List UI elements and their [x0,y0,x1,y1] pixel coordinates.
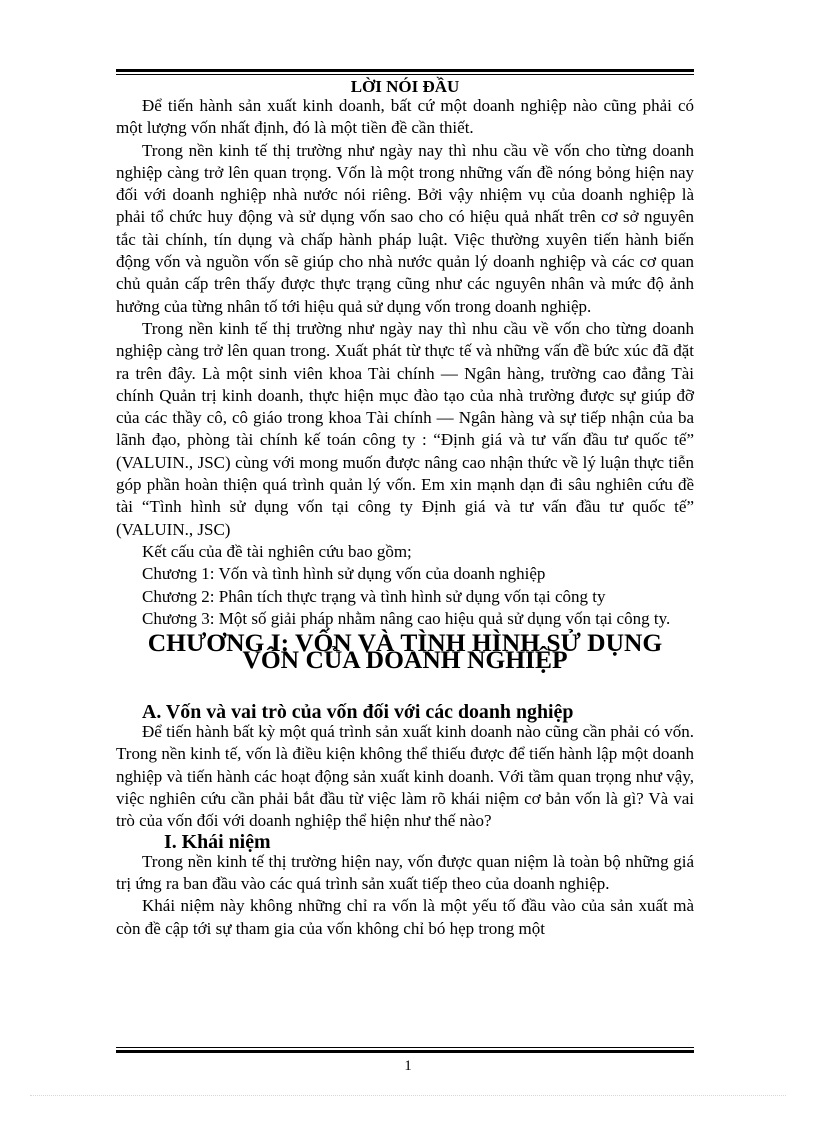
section-i-heading: I. Khái niệm [164,830,271,853]
chapter-list-item: Chương 2: Phân tích thực trạng và tình hình sử dụng vốn tại công ty [142,586,606,606]
page-boundary-line [30,1095,786,1096]
page-number: 1 [404,1058,412,1074]
structure-intro: Kết cấu của đề tài nghiên cứu bao gồm; [142,541,412,561]
intro-paragraph: Để tiến hành sản xuất kinh doanh, bất cứ một doanh nghiệp nào cũng phải có một lượng vốn nhất định, đó là một tiền đề cần thiết. [116,96,694,138]
header-rule-thin [116,74,694,75]
section-i-paragraph: Trong nền kinh tế thị trường hiện nay, vốn được quan niệm là toàn bộ những giá trị ứng ra ban đầu vào các quá trình sản xuất tiếp theo của doanh nghiệp. [116,851,694,893]
intro-paragraph: Trong nền kinh tế thị trường như ngày nay thì nhu cầu về vốn cho từng doanh nghiệp càng trở lên quan trọng. Vốn là một trong những vấn đề nóng bỏng hiện nay đối với doanh nghiệp nhà nước nói riêng. Bởi vậy nhiệm vụ của doanh nghiệp là phải tổ chức huy động và sử dụng vốn sao cho có hiệu quả nhất trên cơ sở nguyên tắc tài chính, tín dụng và chấp hành pháp luật. Việc thường xuyên tiến hành biến động vốn và nguồn vốn sẽ giúp cho nhà nước quản lý doanh nghiệp và các cơ quan chủ quản cấp trên thấy được thực trạng cũng như các nguyên nhân và mức độ ảnh hưởng của từng nhân tố tới hiệu quả sử dụng vốn trong doanh nghiệp. [116,140,694,316]
header-double-rule [116,69,694,76]
footer-rule-thin [116,1047,694,1048]
header-rule-thick [116,69,694,72]
chapter-list-item: Chương 1: Vốn và tình hình sử dụng vốn của doanh nghiệp [142,564,546,584]
footer-double-rule [116,1047,694,1054]
intro-paragraph: Trong nền kinh tế thị trường như ngày nay thì nhu cầu về vốn cho từng doanh nghiệp càng trở lên quan trong. Xuất phát từ thực tế và những vấn đề bức xúc đã đặt ra trên đây. Là một sinh viên khoa Tài chính — Ngân hàng, trường cao đẳng Tài chính Quản trị kinh doanh, thực hiện mục đào tạo của nhà trường được sự giúp đỡ của các thầy cô, cô giáo trong khoa Tài chính — Ngân hàng và sự tiếp nhận của ba lãnh đạo, phòng tài chính kế toán công ty : “Định giá và tư vấn đầu tư quốc tế” (VALUIN., JSC) cùng với mong muốn được nâng cao nhận thức về lý luận thực tiễn góp phần hoàn thiện quá trình quản lý vốn. Em xin mạnh dạn đi sâu nghiên cứu đề tài “Tình hình sử dụng vốn tại công ty Định giá và tư vấn đầu tư quốc tế” (VALUIN., JSC) [116,318,694,539]
section-i-paragraph: Khái niệm này không những chỉ ra vốn là một yếu tố đầu vào của sản xuất mà còn đề cập tới sự tham gia của vốn không chỉ bó hẹp trong một [116,896,694,938]
document-title: LỜI NÓI ĐẦU [350,77,460,96]
section-a-paragraph: Để tiến hành bất kỳ một quá trình sản xuất kinh doanh nào cũng cần phải có vốn. Trong nền kinh tế, vốn là điều kiện không thể thiếu được để tiến hành lập một doanh nghiệp và tiến hành các hoạt động sản xuất kinh doanh. Với tầm quan trọng như vậy, việc nghiên cứu cần phải bắt đầu từ việc làm rõ khái niệm cơ bản vốn là gì? Và vai trò của vốn đối với doanh nghiệp thể hiện như thế nào? [116,722,694,831]
page-body [116,79,694,940]
section-a-heading: A. Vốn và vai trò của vốn đối với các doanh nghiệp [142,701,574,724]
footer-rule-thick [116,1050,694,1053]
chapter-list-item: Chương 3: Một số giải pháp nhằm nâng cao hiệu quả sử dụng vốn tại công ty. [142,608,671,628]
chapter-heading: CHƯƠNG I: VỐN VÀ TÌNH HÌNH SỬ DỤNG VỐN CỦA DOANH NGHIỆP [147,628,663,675]
